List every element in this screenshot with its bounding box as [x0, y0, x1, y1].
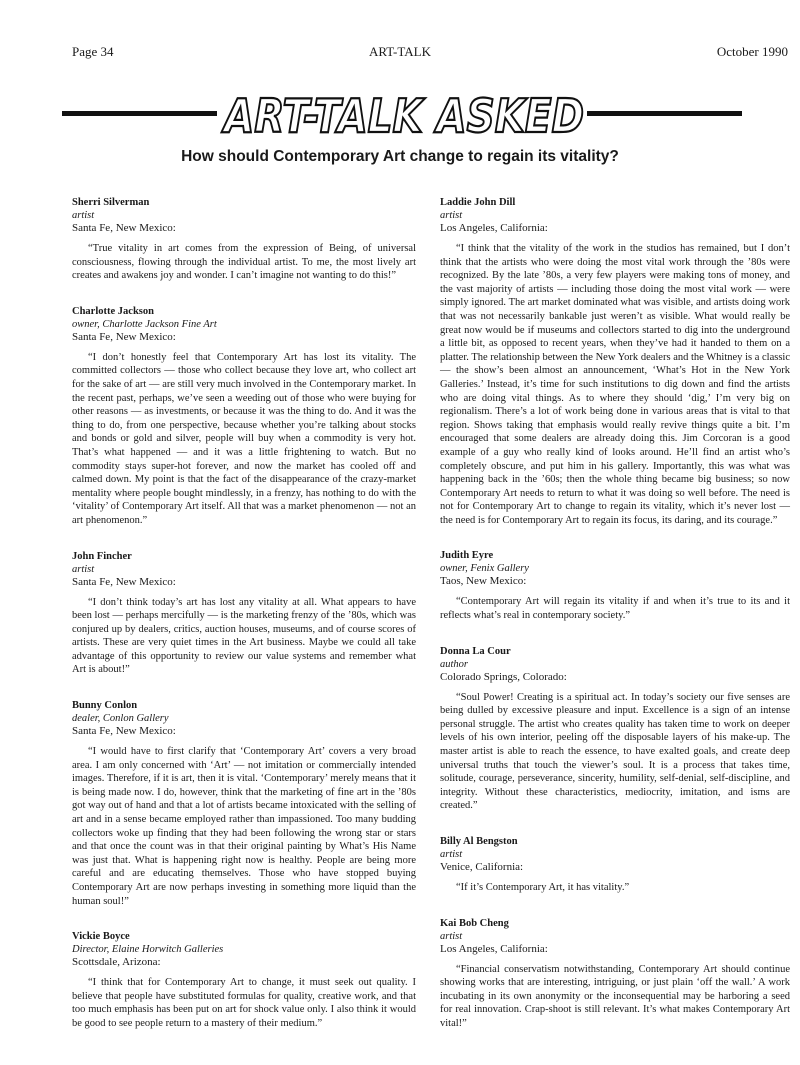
respondent-quote: “I don’t think today’s art has lost any vitality at all. What appears to have been lost — perhaps mercifully — is the marketing frenzy of the ’80s, which was conjured up by dealers, critics, auction houses, museums, and of course scores of artists. These are very quiet times in the Art business. Maybe we could all take advantage of this opportunity to review our value systems and remember what Art is about!”	[72, 596, 416, 676]
respondent-role: artist	[440, 210, 463, 221]
respondent-name: Charlotte Jackson	[72, 305, 154, 317]
respondent-name: Billy Al Bengston	[440, 836, 518, 847]
banner-rule-right	[587, 111, 742, 116]
respondent-quote: “Financial conservatism notwithstanding, Contemporary Art should continue showing works that are interesting, intriguing, or just plain ‘off the wall.’ A work incubating in its own anonymity or the inconsequential may be harboring a seed for real innovation. Crap-shoot is still relevant. It’s what makes Contemporary Art vital!”	[440, 963, 790, 1029]
banner-graphic	[62, 86, 742, 142]
respondent-entry	[72, 196, 416, 283]
respondent-entry	[440, 835, 790, 895]
respondent-location: Venice, California:	[440, 861, 524, 873]
respondent-quote: “I think that the vitality of the work in the studios has remained, but I don’t think that the artists who were doing the most vital work through the ’80s were recognized. By the late ’80s, a very few players were making tons of money, and the vast majority of artists — including those doing the most vital work — were simply ignored. The art market dominated what was visible, and artists doing work that was not necessarily bankable just weren’t as visible. What would really be great now would be if museums and collectors started to dig into the underground a little bit, as opposed to recent years, when they’ve had it handed to them on a platter. The relationship between the New York dealers and the Whitney is a classic — the show’s been almost an announcement, ‘What’s Hot in the New York Galleries.’ Instead, it’s time for such institutions to dig down and find the artists who are doing vital things. As to where they should ‘dig,’ I’m very big on regionalism. There’s a lot of work being done in various areas that is vital to that region. Shows taking that emphasis would really revive things quite a bit. I’m encouraged that some dealers are already doing this. Jim Corcoran is a good example of a guy who really kind of looks around. He’ll find an artist who’s completely obscure, and put him in his gallery. Importantly, this was what was happening back in the ’60s; then the whole thing became big business; so now Contemporary Art needs to return to what it was doing so well before. The need is not for Contemporary Art to change to regain its vitality, which it’s never lost — the need is for Contemporary Art to regain its focus, its daring, and its courage.”	[440, 243, 790, 526]
respondent-role: author	[440, 658, 469, 670]
banner-rule-left	[62, 111, 217, 116]
respondent-location: Santa Fe, New Mexico:	[72, 330, 176, 343]
column-banner	[62, 86, 742, 142]
respondent-location: Santa Fe, New Mexico:	[72, 575, 176, 588]
respondent-entry	[440, 645, 790, 813]
respondent-quote: “True vitality in art comes from the expression of Being, of universal consciousness, flowing through the individual artist. To me, the most lively art creates and awakens joy and wonder. I can’t imagine not wanting to do this!”	[72, 243, 416, 282]
respondent-name: Vickie Boyce	[72, 931, 130, 943]
respondent-name: John Fincher	[72, 550, 132, 562]
respondent-name: Sherri Silverman	[72, 197, 150, 208]
issue-date: October 1990	[716, 44, 788, 59]
respondent-location: Taos, New Mexico:	[440, 575, 527, 588]
respondent-quote: “I don’t honestly feel that Contemporary Art has lost its vitality. The committed collectors — those who collect because they love art, who collect art for the sake of art — are still very much involved in the Contemporary market. In the recent past, perhaps, we’ve seen a weeding out of those who were buying for other reasons — as investments, or because it was the thing to do. And it was the thing to do, from one perspective, because whether you’re talking about stocks and bonds or gold and silver, people will buy when a commodity is very hot. That’s what happened — and it was a little frightening to watch. But no commodity stays super-hot forever, and now the market has cooled off and calmed down. My point is that the fact of the disappearance of the crazy-market mentality where people bought mindlessly, in a frenzy, has nothing to do with the ‘vitality’ of Contemporary Art itself. All that was a market phenomenon — not an art phenomenon.”	[72, 351, 416, 526]
respondent-quote: “I think that for Contemporary Art to change, it must seek out quality. I believe that people have substituted formulas for quality, creative work, and that too much emphasis has been put on art for shock value only. I also think it would be good to see people return to a mastery of their medium.”	[72, 977, 416, 1029]
respondent-quote: “Contemporary Art will regain its vitality if and when it’s true to its and it reflects what’s real in contemporary society.”	[440, 596, 790, 622]
respondent-entry	[72, 550, 416, 678]
respondent-role: artist	[440, 930, 463, 942]
respondent-role: artist	[440, 849, 463, 860]
respondent-name: Laddie John Dill	[440, 197, 516, 208]
respondent-role: owner, Charlotte Jackson Fine Art	[72, 318, 217, 330]
respondent-quote: “Soul Power! Creating is a spiritual act. In today’s society our five senses are being dulled by excessive pleasure and input. Excellence is a sign of an intense personal struggle. The artist who creates quality has taken time to work on deeper levels of his own interior, peeling off the disposable layers of his make-up. The master artist is able to reach the essence, to have exalted goals, and create deep universal truths that touch the viewer’s soul. It is a process that takes time, solitude, courage, perseverance, sincerity, humility, self-denial, self-discipline, and integrity. Without these characteristics, mediocrity, imitation, and isms are created.”	[440, 691, 790, 812]
banner-title: ART-TALK ASKED	[221, 89, 585, 142]
respondent-location: Santa Fe, New Mexico:	[72, 725, 176, 738]
respondent-quote: “I would have to first clarify that ‘Contemporary Art’ covers a very broad area. I am only concerned with ‘Art’ — not imitation or commercially intended images. Therefore, if it is art, then it is vital. ‘Contemporary’ merely means that it is being made now. I do, however, think that the marketing of fine art in the ’80s got way out of hand and that a lot of artists became intoxicated with the selling of art and in a sense became employed rather than impassioned. Too many budding collectors woke up finding that they had been following the wrong star or stars and that once the count was in that their original painting by What’s His Name was just that. What is happening right now is healthy. People are being more careful and are educating themselves. Those who have stopped buying Contemporary Art are now perhaps investing in something more liquid than the human soul!”	[72, 746, 416, 907]
right-column	[440, 196, 790, 1053]
respondent-location: Scottsdale, Arizona:	[72, 956, 161, 969]
respondent-location: Santa Fe, New Mexico:	[72, 222, 176, 234]
respondent-location: Los Angeles, California:	[440, 942, 548, 955]
respondent-role: owner, Fenix Gallery	[440, 563, 529, 575]
respondent-role: dealer, Conlon Gallery	[72, 713, 169, 725]
respondent-name: Judith Eyre	[440, 550, 494, 562]
column-question: How should Contemporary Art change to regain its vitality?	[181, 148, 619, 165]
respondent-quote: “If it’s Contemporary Art, it has vitality.”	[456, 882, 630, 893]
page-number: Page 34	[72, 44, 114, 59]
respondent-entry	[72, 930, 416, 1030]
respondent-entry	[72, 699, 416, 908]
respondent-location: Los Angeles, California:	[440, 222, 548, 234]
respondent-role: artist	[72, 563, 95, 575]
left-column	[72, 196, 416, 1053]
respondent-entry	[440, 917, 790, 1031]
respondent-entry	[440, 196, 790, 527]
respondent-name: Kai Bob Cheng	[440, 917, 509, 929]
publication-name: ART-TALK	[369, 44, 431, 59]
respondent-entry	[440, 549, 790, 622]
respondent-role: Director, Elaine Horwitch Galleries	[72, 944, 224, 956]
respondent-entry	[72, 305, 416, 528]
respondent-name: Donna La Cour	[440, 645, 511, 657]
respondent-role: artist	[72, 210, 95, 221]
respondent-name: Bunny Conlon	[72, 700, 138, 712]
respondent-location: Colorado Springs, Colorado:	[440, 670, 567, 683]
